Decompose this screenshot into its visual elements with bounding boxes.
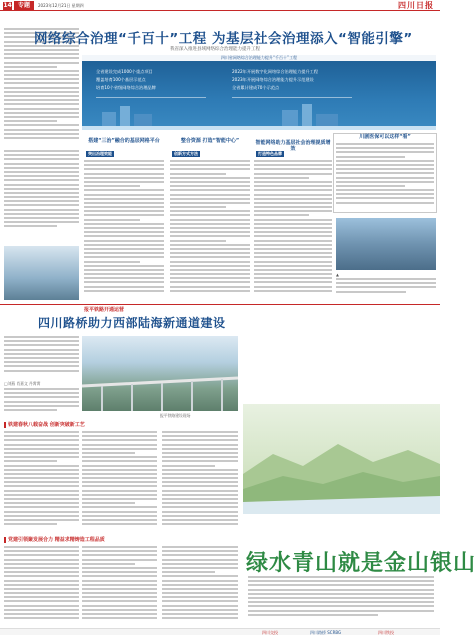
- sec-intro: [4, 336, 79, 378]
- main-headline: 网络综合治理“千百十”工程 为基层社会治理添入“智能引擎”: [34, 31, 413, 47]
- sec-col1: [4, 431, 79, 533]
- page-header: [0, 0, 440, 11]
- sec-subhead-2: 党建引领聚发展合力 精益求精铸造工程品质: [4, 537, 105, 543]
- intro-column-2: [4, 150, 79, 242]
- railway-photo: [82, 336, 238, 411]
- sec-col2: [82, 431, 157, 533]
- sec-col3b: [162, 546, 238, 626]
- page-number: 14: [3, 2, 12, 9]
- section-label: 专题: [14, 1, 34, 10]
- col3-title: 智能网络助力基层社会治理提质增效: [255, 140, 331, 152]
- green-ad-title: 绿水青山就是金山银山: [246, 551, 476, 576]
- sec-col1b: [4, 546, 79, 626]
- sec-col3: [162, 431, 238, 533]
- railway-bridge-graphic: [82, 356, 238, 411]
- col2-title: 整合资源 打造“智能中心”: [180, 138, 240, 144]
- footer-item-2: 四川路桥 SCRBG: [310, 630, 342, 635]
- right-body: [336, 278, 436, 300]
- byline: □刘燕 肖嘉文 丹霄霄: [4, 381, 41, 386]
- section-divider: [0, 304, 440, 305]
- col1-title: 搭建“三治”融合的基层网格平台: [88, 138, 160, 144]
- green-ad-background: [243, 404, 440, 514]
- col3-tag: 打造特色品牌: [258, 151, 282, 156]
- right-photo-caption: ▲: [336, 272, 339, 277]
- sec-intro-2: [4, 388, 79, 418]
- sidebar-box-title: 川剧医保可以这样“看”: [359, 134, 411, 140]
- hero-right-2: 2023年开展网络综合治理能力提升示范建设: [232, 77, 314, 82]
- col1-tag: 突出治理效能: [88, 151, 112, 156]
- col3-body: [254, 160, 332, 300]
- masthead-brand: 四川日报: [398, 0, 434, 10]
- hero-left-1: 全省建设完成1000个重点项目: [96, 69, 153, 74]
- col2-tag: 创新方式方法: [174, 151, 198, 156]
- secondary-headline: 四川路桥助力西部陆海新通道建设: [38, 316, 226, 330]
- sec-col2b: [82, 546, 157, 626]
- footer-item-1: 四川交投: [262, 630, 278, 635]
- hero-left-2: 覆盖培育100个基层示范点: [96, 77, 146, 82]
- hero-band: 四川省网络综合治理能力提升“千百十”工程: [82, 55, 436, 61]
- hero-building-graphic: [82, 100, 436, 130]
- hero-infographic: [82, 55, 436, 130]
- left-photo: [4, 246, 79, 300]
- hero-right-3: 全省累计建成70个示范点: [232, 85, 280, 90]
- secondary-label: 报平铁路开通运营: [84, 307, 125, 313]
- col1-body: [84, 160, 164, 300]
- right-photo: [336, 218, 436, 270]
- main-subhead: 我省深入推进县域网络综合治理能力提升工程: [170, 47, 260, 52]
- sidebar-box-text: [336, 143, 434, 211]
- footer-item-3: 四川铁投: [378, 630, 394, 635]
- hero-left-3: 培育10个省级网络综合治理品牌: [96, 85, 156, 90]
- footer-sponsors: [0, 628, 440, 635]
- green-ad-text: [248, 576, 434, 622]
- sec-subhead-1: 铁建春秋八载奋战 创新突破新工艺: [4, 422, 85, 428]
- col2-body: [170, 160, 250, 300]
- mountain-landscape-graphic: [243, 404, 440, 514]
- railway-photo-caption: 报平铁路建设现场: [160, 413, 191, 418]
- issue-date: 2023年12月21日 星期四: [38, 3, 84, 8]
- hero-right-1: 2022年开展数字化网络综合治理能力提升工程: [232, 69, 319, 74]
